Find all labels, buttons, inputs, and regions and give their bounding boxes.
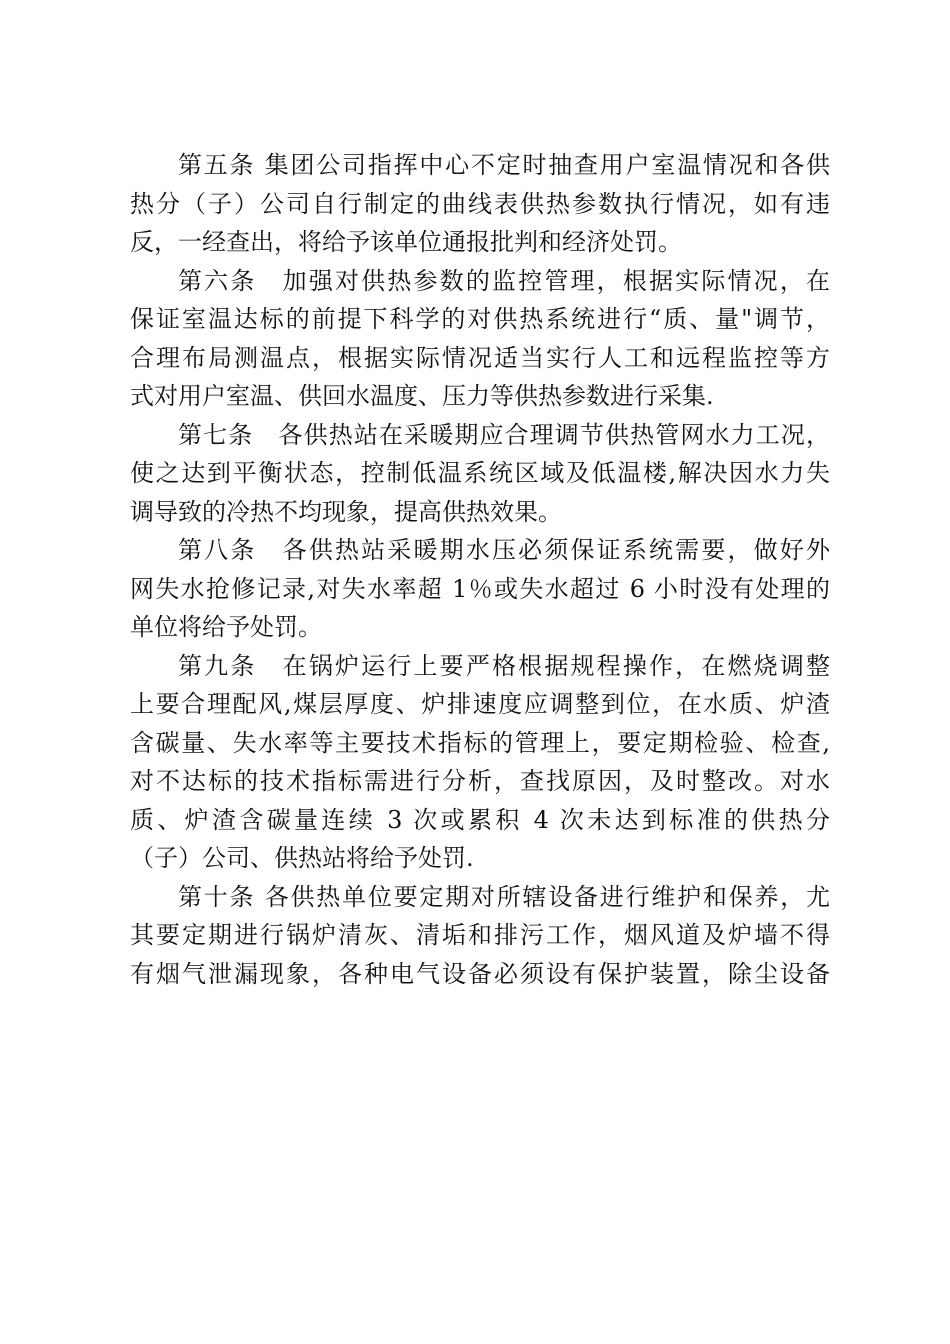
- document-body: [130, 146, 830, 993]
- paragraph-line: 对不达标的技术指标需进行分析，查找原因，及时整改。对水: [130, 767, 830, 795]
- paragraph-line: 质、炉渣含碳量连续 3 次或累积 4 次未达到标准的供热分: [130, 805, 830, 834]
- paragraph-line: 第七条 各供热站在采暖期应合理调节供热管网水力工况，: [178, 420, 830, 449]
- paragraph-article-10: [130, 878, 830, 994]
- paragraph-line: 调导致的冷热不均现象，提高供热效果。: [130, 497, 562, 526]
- paragraph-article-5: [130, 146, 830, 262]
- paragraph-article-9: [130, 647, 830, 878]
- paragraph-line: 上要合理配风,煤层厚度、炉排速度应调整到位，在水质、炉渣: [130, 690, 830, 718]
- paragraph-line: 保证室温达标的前提下科学的对供热系统进行“质、量"调节，: [130, 305, 830, 333]
- paragraph-line: 使之达到平衡状态，控制低温系统区域及低温楼,解决因水力失: [130, 459, 830, 487]
- paragraph-line: 有烟气泄漏现象，各种电气设备必须设有保护装置，除尘设备: [130, 959, 830, 988]
- paragraph-line: 其要定期进行锅炉清灰、清垢和排污工作，烟风道及炉墙不得: [130, 921, 830, 949]
- paragraph-line: 第九条 在锅炉运行上要严格根据规程操作，在燃烧调整: [178, 651, 830, 680]
- paragraph-line: 式对用户室温、供回水温度、压力等供热参数进行采集.: [130, 382, 714, 410]
- paragraph-line: 第五条 集团公司指挥中心不定时抽查用户室温情况和各供: [178, 151, 830, 179]
- paragraph-line: 第八条 各供热站采暖期水压必须保证系统需要，做好外: [178, 536, 830, 564]
- paragraph-line: 第六条 加强对供热参数的监控管理，根据实际情况，在: [178, 266, 830, 295]
- paragraph-line: 合理布局测温点，根据实际情况适当实行人工和远程监控等方: [130, 343, 830, 372]
- paragraph-article-6: [130, 262, 830, 416]
- paragraph-line: 含碳量、失水率等主要技术指标的管理上，要定期检验、检查,: [130, 728, 830, 757]
- paragraph-line: 反，一经查出，将给予该单位通报批判和经济处罚。: [130, 228, 682, 256]
- paragraph-article-8: [130, 531, 830, 647]
- paragraph-line: 网失水抢修记录,对失水率超 1％或失水超过 6 小时没有处理的: [130, 574, 830, 603]
- paragraph-line: 热分（子）公司自行制定的曲线表供热参数执行情况，如有违: [130, 189, 830, 218]
- paragraph-line: 单位将给予处罚。: [130, 613, 322, 641]
- paragraph-line: 第十条 各供热单位要定期对所辖设备进行维护和保养，尤: [178, 882, 830, 911]
- paragraph-article-7: [130, 416, 830, 532]
- paragraph-line: （子）公司、供热站将给予处罚.: [130, 844, 474, 872]
